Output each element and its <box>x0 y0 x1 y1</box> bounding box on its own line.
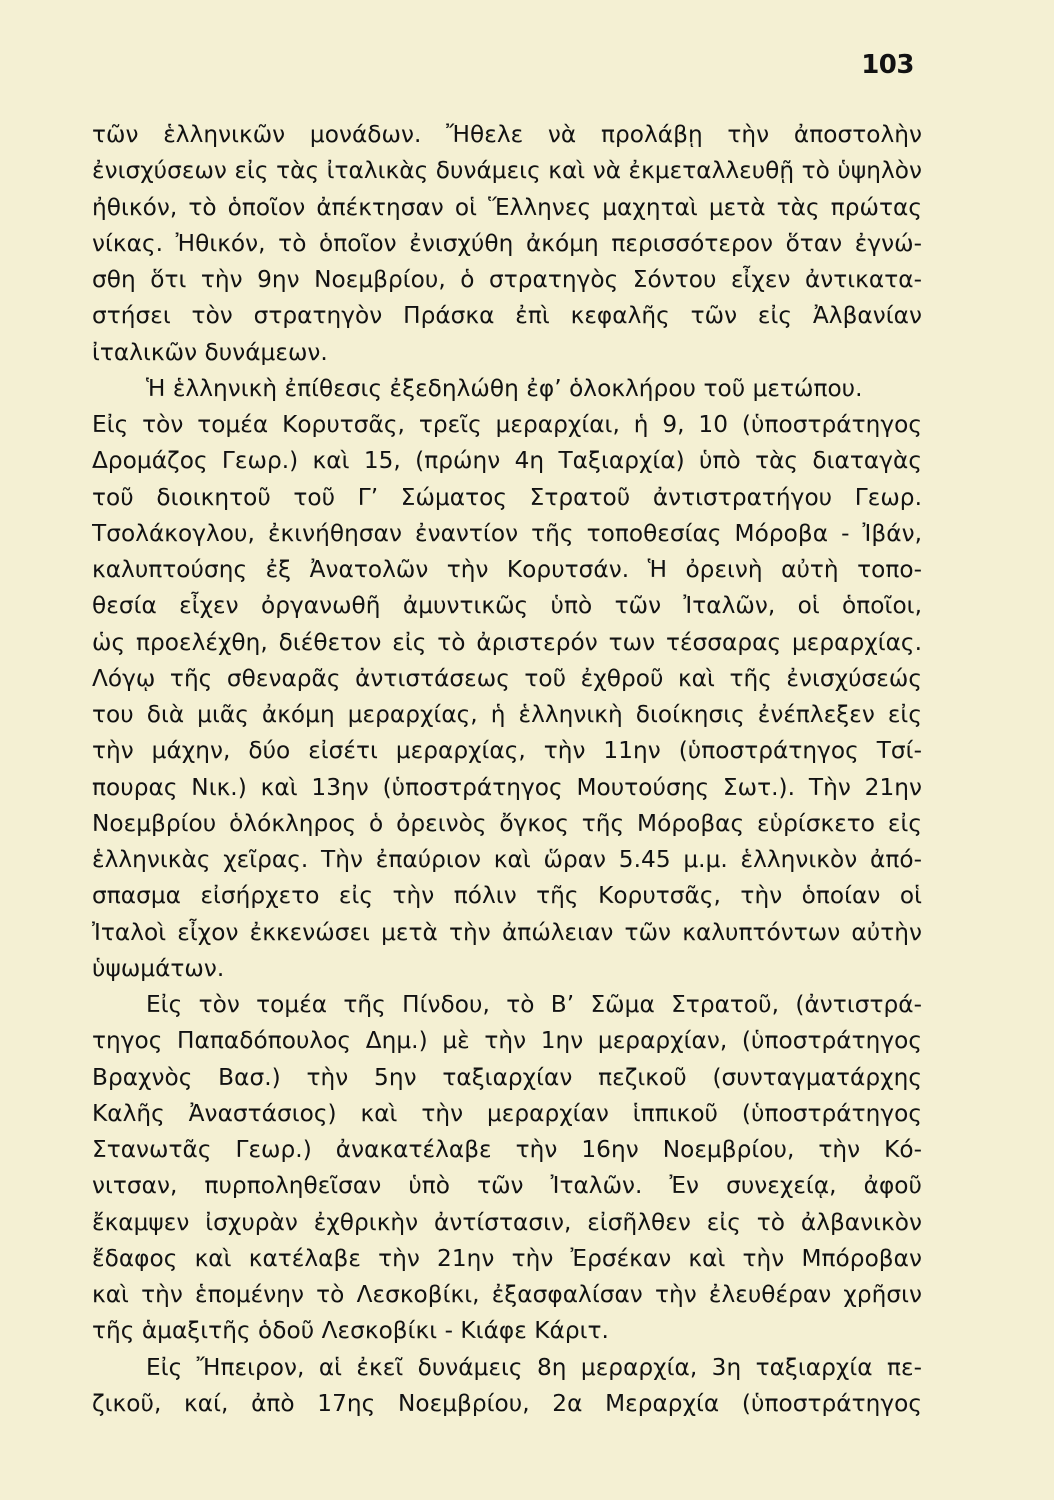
text-line: πουρας Νικ.) καὶ 13ην (ὑποστράτηγος Μουτούσης Σωτ.). Τὴν 21ην <box>92 773 922 801</box>
text-line: σθη ὅτι τὴν 9ην Νοεμβρίου, ὁ στρατηγὸς Σόντου εἶχεν ἀντικατα- <box>92 266 922 293</box>
text-line: ἠθικόν, τὸ ὁποῖον ἀπέκτησαν οἱ Ἕλληνες μαχηταὶ μετὰ τὰς πρώτας <box>92 193 922 221</box>
paragraph-start-line: Ἡ ἑλληνικὴ ἐπίθεσις ἐξεδηλώθη ἐφ’ ὁλοκλήρου τοῦ μετώπου. <box>146 374 863 402</box>
text-line: τηγος Παπαδόπουλος Δημ.) μὲ τὴν 1ην μεραρχίαν, (ὑποστράτηγος <box>92 1027 922 1055</box>
text-line: ὑψωμάτων. <box>92 954 225 982</box>
text-line: τὴν μάχην, δύο εἰσέτι μεραρχίας, τὴν 11ην (ὑποστράτηγος Τσί- <box>92 737 922 765</box>
text-line: Λόγῳ τῆς σθεναρᾶς ἀντιστάσεως τοῦ ἐχθροῦ καὶ τῆς ἐνισχύσεώς <box>92 664 922 692</box>
text-line: τοῦ διοικητοῦ τοῦ Γ’ Σώματος Στρατοῦ ἀντιστρατήγου Γεωρ. <box>92 483 922 511</box>
text-line: θεσία εἶχεν ὀργανωθῆ ἀμυντικῶς ὑπὸ τῶν Ἰταλῶν, οἱ ὁποῖοι, <box>92 592 922 620</box>
text-line: στήσει τὸν στρατηγὸν Πράσκα ἐπὶ κεφαλῆς τῶν εἰς Ἀλβανίαν <box>92 302 922 330</box>
text-line: Νοεμβρίου ὁλόκληρος ὁ ὀρεινὸς ὄγκος τῆς Μόροβας εὑρίσκετο εἰς <box>92 809 922 837</box>
text-line: τῶν ἑλληνικῶν μονάδων. Ἤθελε νὰ προλάβῃ τὴν ἀποστολὴν <box>92 121 922 148</box>
text-line: καὶ τὴν ἑπομένην τὸ Λεσκοβίκι, ἐξασφαλίσαν τὴν ἐλευθέραν χρῆσιν <box>92 1281 922 1308</box>
text-line: ἔδαφος καὶ κατέλαβε τὴν 21ην τὴν Ἐρσέκαν καὶ τὴν Μπόροβαν <box>92 1244 922 1272</box>
text-line: νίκας. Ἠθικόν, τὸ ὁποῖον ἐνισχύθη ἀκόμη περισσότερον ὅταν ἐγνώ- <box>92 229 922 257</box>
text-line: ἰταλικῶν δυνάμεων. <box>92 338 328 366</box>
text-line: νιτσαν, πυρποληθεῖσαν ὑπὸ τῶν Ἰταλῶν. Ἐν συνεχείᾳ, ἀφοῦ <box>92 1172 922 1200</box>
paragraph-start-line: Εἰς Ἤπειρον, αἱ ἐκεῖ δυνάμεις 8η μεραρχία, 3η ταξιαρχία πε- <box>146 1353 922 1381</box>
text-line: τῆς ἁμαξιτῆς ὁδοῦ Λεσκοβίκι - Κιάφε Κάριτ. <box>92 1317 609 1345</box>
book-text-body <box>92 117 922 1422</box>
text-line: Στανωτᾶς Γεωρ.) ἀνακατέλαβε τὴν 16ην Νοεμβρίου, τὴν Κό- <box>92 1136 922 1163</box>
text-line: Τσολάκογλου, ἐκινήθησαν ἐναντίον τῆς τοποθεσίας Μόροβα - Ἰβάν, <box>92 519 922 547</box>
text-line: Δρομάζος Γεωρ.) καὶ 15, (πρώην 4η Ταξιαρχία) ὑπὸ τὰς διαταγὰς <box>92 447 922 475</box>
text-line: Εἰς τὸν τομέα Κορυτσᾶς, τρεῖς μεραρχίαι, ἡ 9, 10 (ὑποστράτηγος <box>92 411 922 438</box>
page-number: 103 <box>861 50 914 80</box>
text-line: Καλῆς Ἀναστάσιος) καὶ τὴν μεραρχίαν ἱππικοῦ (ὑποστράτηγος <box>92 1099 922 1127</box>
text-line: ἐνισχύσεων εἰς τὰς ἰταλικὰς δυνάμεις καὶ νὰ ἐκμεταλλευθῇ τὸ ὑψηλὸν <box>92 157 922 185</box>
text-line: καλυπτούσης ἐξ Ἀνατολῶν τὴν Κορυτσάν. Ἡ ὀρεινὴ αὐτὴ τοπο- <box>92 556 922 583</box>
text-line: Ἰταλοὶ εἶχον ἐκκενώσει μετὰ τὴν ἀπώλειαν τῶν καλυπτόντων αὐτὴν <box>92 918 922 946</box>
paragraph-start-line: Εἰς τὸν τομέα τῆς Πίνδου, τὸ Β’ Σῶμα Στρατοῦ, (ἀντιστρά- <box>146 991 922 1018</box>
text-line: Βραχνὸς Βασ.) τὴν 5ην ταξιαρχίαν πεζικοῦ (συνταγματάρχης <box>92 1063 922 1091</box>
text-line: ἑλληνικὰς χεῖρας. Τὴν ἐπαύριον καὶ ὥραν 5.45 μ.μ. ἑλληνικὸν ἀπό- <box>92 846 922 873</box>
text-line: ἔκαμψεν ἰσχυρὰν ἐχθρικὴν ἀντίστασιν, εἰσῆλθεν εἰς τὸ ἀλβανικὸν <box>92 1208 922 1236</box>
text-line: του διὰ μιᾶς ἀκόμη μεραρχίας, ἡ ἑλληνικὴ διοίκησις ἐνέπλεξεν εἰς <box>92 701 922 728</box>
text-line: ὡς προελέχθη, διέθετον εἰς τὸ ἀριστερόν των τέσσαρας μεραρχίας. <box>92 628 922 656</box>
text-line: σπασμα εἰσήρχετο εἰς τὴν πόλιν τῆς Κορυτσᾶς, τὴν ὁποίαν οἱ <box>92 882 922 910</box>
text-line: ζικοῦ, καί, ἀπὸ 17ης Νοεμβρίου, 2α Μεραρχία (ὑποστράτηγος <box>92 1389 922 1417</box>
